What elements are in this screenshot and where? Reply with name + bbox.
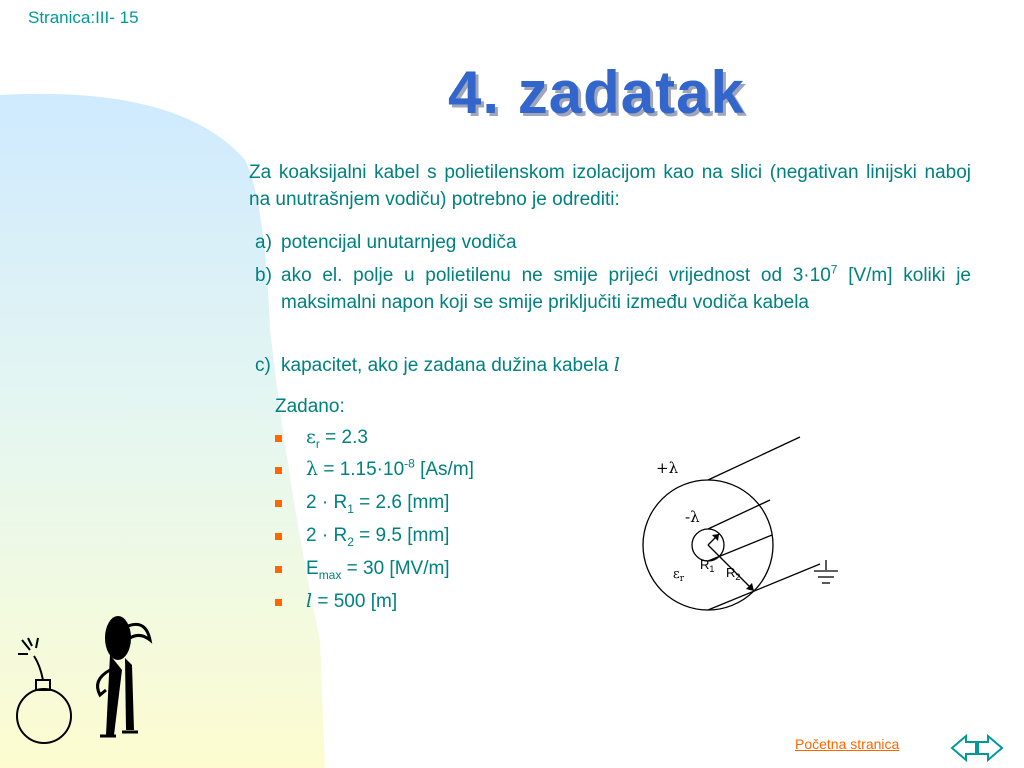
task-label: a)	[255, 232, 272, 253]
cable-bottom-line	[708, 564, 820, 610]
inner-top-line	[708, 500, 770, 529]
eps-label: $\varepsilon_r$	[673, 567, 685, 584]
task-label: c)	[255, 355, 271, 376]
bullet-square	[275, 467, 282, 474]
task-text: potencijal unutarnjeg vodiča	[281, 232, 517, 253]
epsilon-symbol: ε	[306, 426, 316, 448]
task-item-b	[255, 262, 971, 316]
exponent: -8	[404, 456, 415, 471]
variable-l: l	[306, 590, 313, 612]
thinking-figure-icon	[98, 616, 150, 736]
problem-intro: Za koaksijalni kabel s polietilenskom izolacijom kao na slici (negativan linijski naboj na unutrašnjem vodiču) potrebno je odrediti:	[249, 162, 971, 210]
previous-slide-arrow-icon[interactable]	[950, 732, 978, 764]
task-label: b)	[255, 265, 272, 286]
task-text: kapacitet, ako je zadana dužina kabela	[281, 355, 614, 376]
task-item-c	[255, 352, 971, 379]
bullet-square	[275, 533, 282, 540]
r1-label: $R_1$	[700, 557, 715, 574]
cable-top-line	[708, 437, 800, 480]
value: = 9.5 [mm]	[353, 525, 450, 546]
bullet-square	[275, 500, 282, 507]
coax-cable-diagram	[630, 430, 850, 640]
task-item-a	[255, 229, 971, 256]
label: E	[306, 558, 319, 579]
value: = 30 [MV/m]	[341, 558, 450, 579]
subscript: 1	[347, 501, 354, 516]
minus-lambda-label: -λ	[685, 508, 700, 526]
bomb-icon	[17, 638, 71, 743]
label: 2 · R	[306, 525, 348, 546]
subscript: max	[318, 567, 342, 582]
value: = 1.15·10	[318, 459, 405, 480]
next-slide-arrow-icon[interactable]	[976, 732, 1004, 764]
unit: [As/m]	[414, 459, 474, 480]
page-label: Stranica:III- 15	[28, 8, 139, 27]
bomb-and-figure-clipart	[10, 610, 160, 750]
bullet-square	[275, 599, 282, 606]
subscript: 2	[347, 534, 354, 549]
bullet-square	[275, 435, 282, 442]
task-text: ako el. polje u polietilenu ne smije prijeći vrijednost od 3·10	[281, 265, 831, 286]
label: 2 · R	[306, 492, 348, 513]
value: = 2.6 [mm]	[353, 492, 450, 513]
lambda-symbol: λ	[306, 458, 319, 480]
subscript: r	[315, 436, 320, 451]
value: = 500 [m]	[312, 591, 398, 612]
bullet-square	[275, 566, 282, 573]
variable-l: l	[613, 354, 620, 376]
given-title: Zadano:	[275, 396, 345, 417]
exponent: 7	[830, 262, 838, 277]
page-title: 4. zadatak	[448, 59, 745, 126]
value: = 2.3	[319, 427, 368, 448]
task-text: [V/m] koliki je maksimalni napon koji se smije priključiti između vodiča kabela	[281, 265, 971, 313]
plus-lambda-label: +λ	[656, 459, 679, 477]
r2-label: $R_2$	[726, 565, 741, 582]
home-page-link[interactable]: Početna stranica	[795, 736, 900, 752]
